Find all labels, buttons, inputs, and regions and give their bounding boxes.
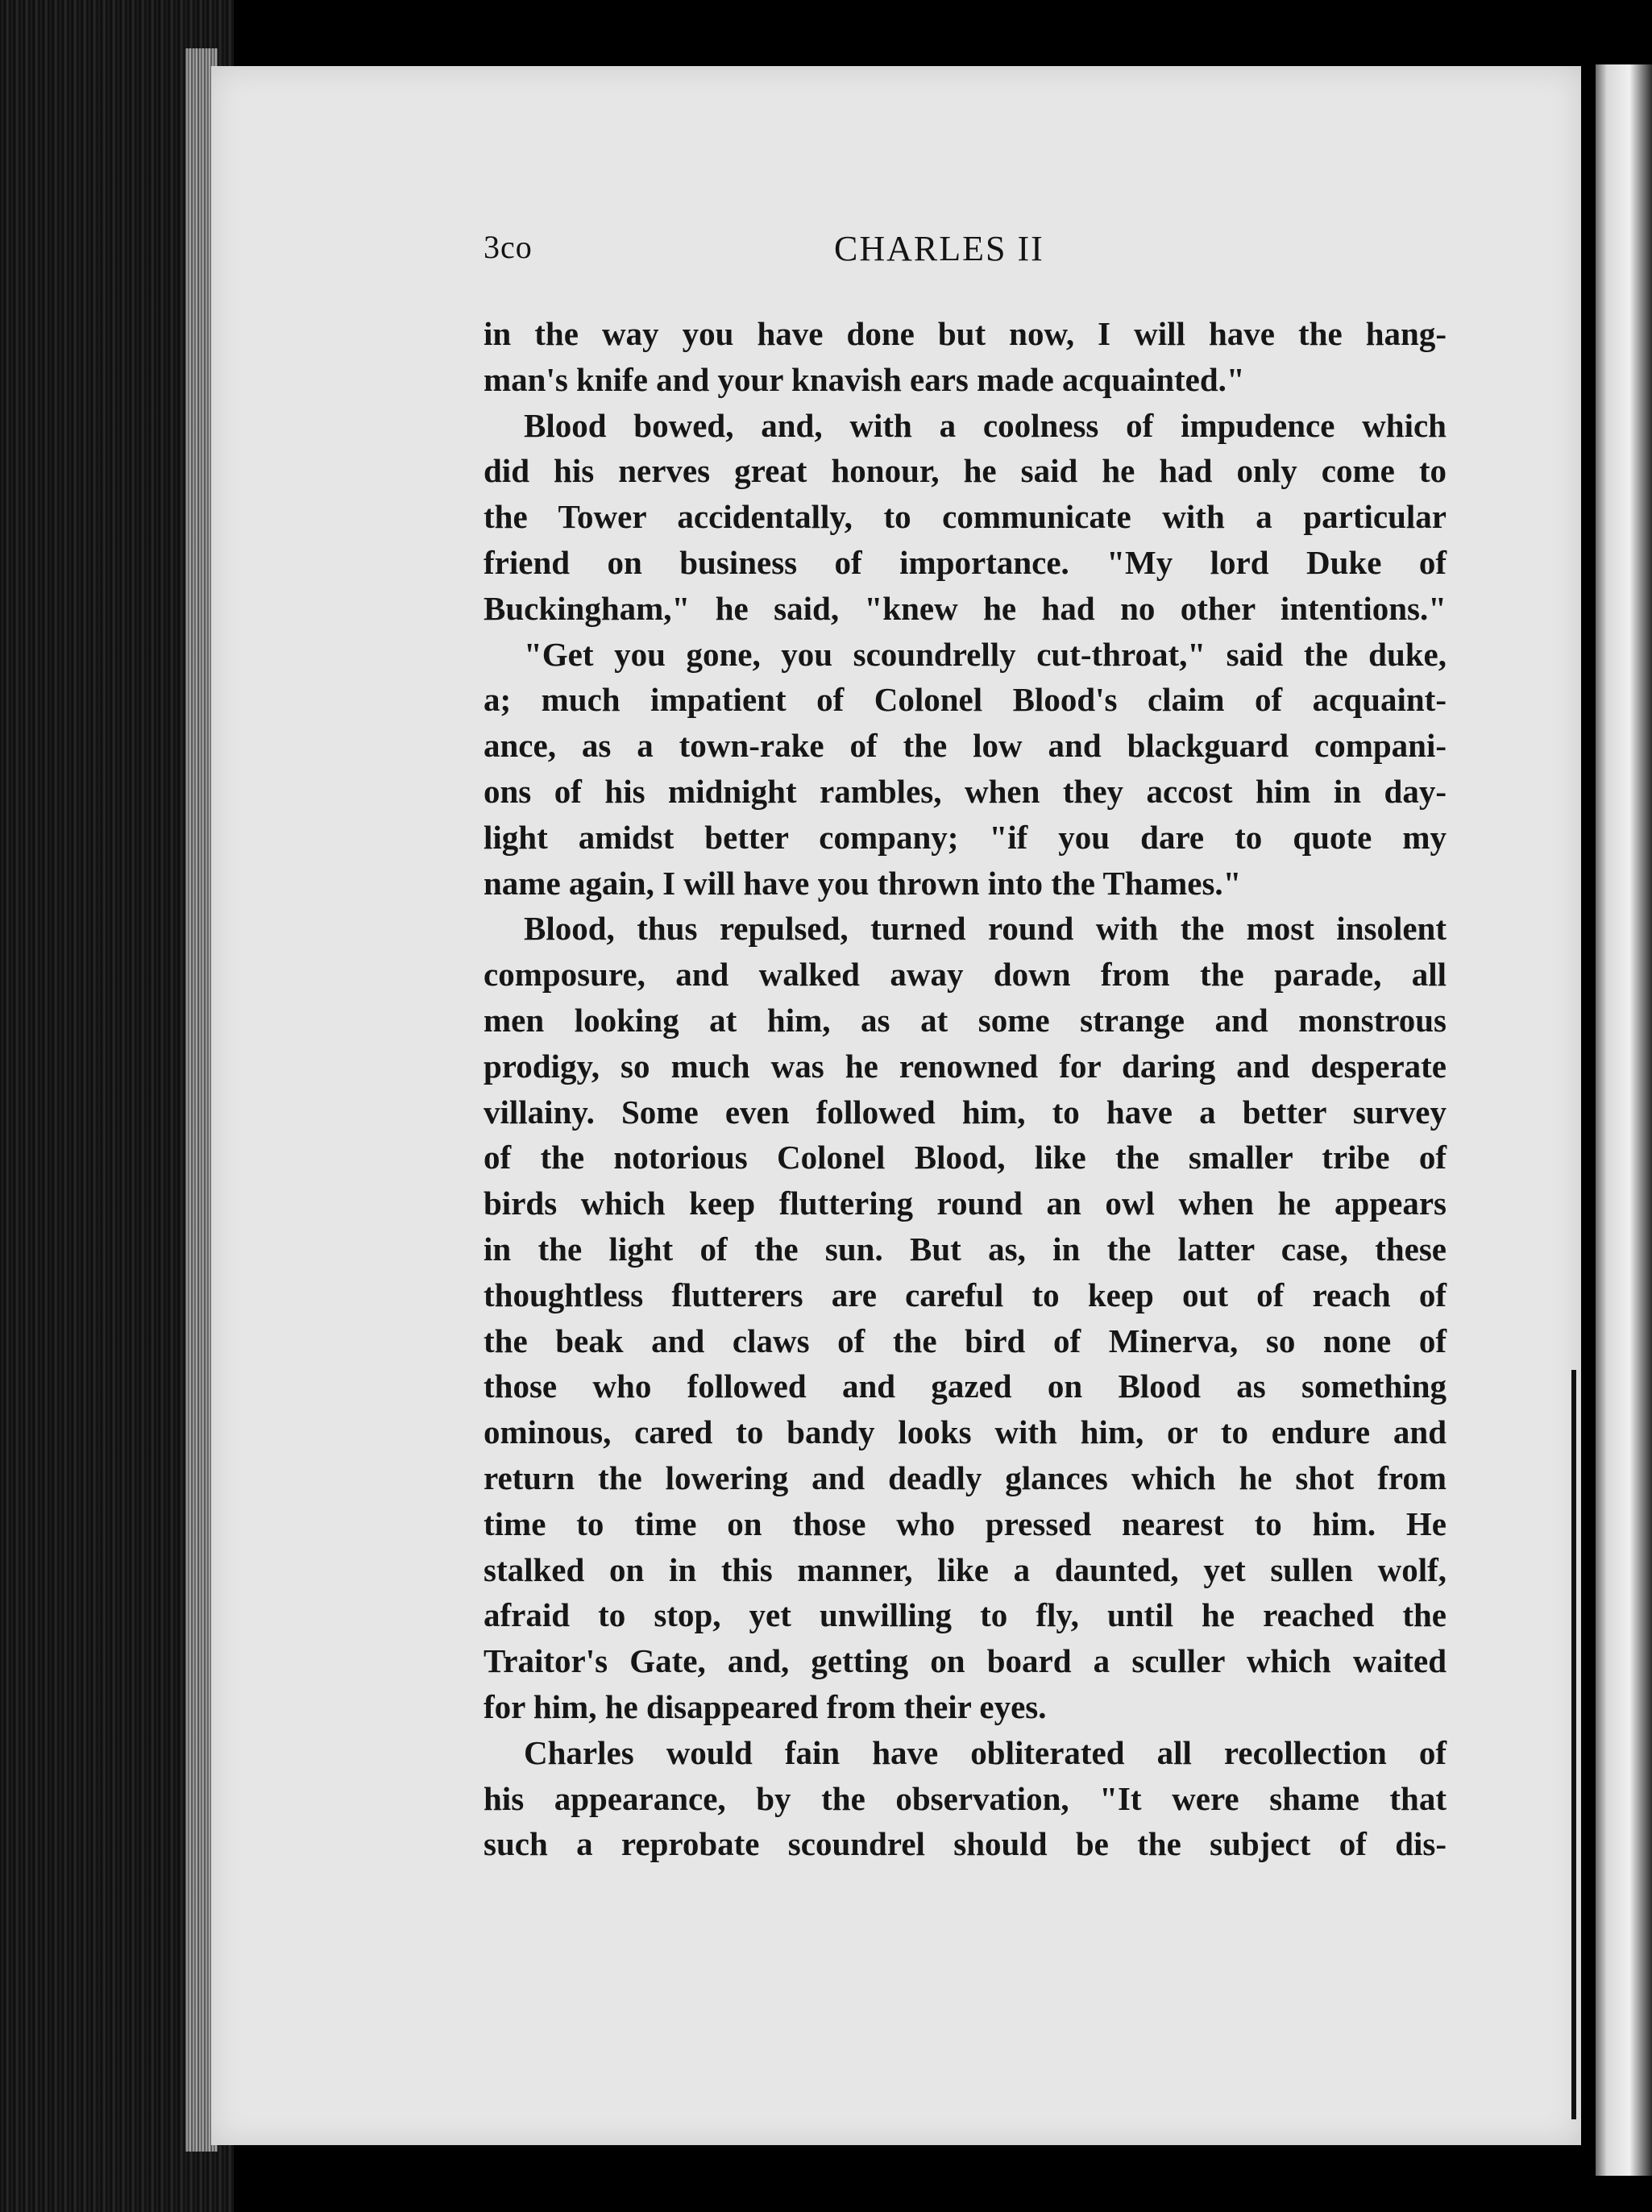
text-line: prodigy, so much was he renowned for daring and desperate xyxy=(484,1047,1447,1085)
text-line: the Tower accidentally, to communicate with a particular xyxy=(484,498,1447,536)
text-line: return the lowering and deadly glances which he shot from xyxy=(484,1459,1447,1496)
text-line: afraid to stop, yet unwilling to fly, until he reached the xyxy=(484,1596,1447,1634)
text-line: his appearance, by the observation, "It were shame that xyxy=(484,1779,1447,1817)
text-line: man's knife and your knavish ears made acquainted." xyxy=(484,360,1245,398)
text-line: birds which keep fluttering round an owl when he appears xyxy=(484,1185,1447,1222)
text-line: in the way you have done but now, I will have the hang- xyxy=(484,315,1447,352)
text-line: such a reprobate scoundrel should be the subject of dis- xyxy=(484,1825,1447,1863)
text-line: of the notorious Colonel Blood, like the smaller tribe of xyxy=(484,1139,1447,1177)
text-line: stalked on in this manner, like a daunted, yet sullen wolf, xyxy=(484,1550,1447,1588)
text-line: friend on business of importance. "My lord Duke of xyxy=(484,543,1447,581)
text-line: those who followed and gazed on Blood as something xyxy=(484,1367,1447,1405)
text-line: for him, he disappeared from their eyes. xyxy=(484,1687,1047,1725)
facing-page-edge xyxy=(1596,64,1652,2176)
text-line: ons of his midnight rambles, when they accost him in day- xyxy=(484,772,1447,810)
text-line: composure, and walked away down from the parade, all xyxy=(484,956,1447,994)
body-text xyxy=(484,311,1447,1867)
gutter-shadow xyxy=(1571,1370,1576,2119)
text-line: Traitor's Gate, and, getting on board a sculler which waited xyxy=(484,1642,1447,1680)
running-title: CHARLES II xyxy=(834,229,1044,268)
text-line: Blood, thus repulsed, turned round with the most insolent xyxy=(524,910,1447,948)
text-line: Charles would fain have obliterated all recollection of xyxy=(524,1733,1447,1771)
text-line: time to time on those who pressed nearest to him. He xyxy=(484,1504,1447,1542)
text-line: Buckingham," he said, "knew he had no other intentions." xyxy=(484,589,1447,627)
text-line: villainy. Some even followed him, to have a better survey xyxy=(484,1093,1447,1131)
text-line: ominous, cared to bandy looks with him, or to endure and xyxy=(484,1413,1447,1451)
text-line: did his nerves great honour, he said he had only come to xyxy=(484,452,1447,490)
page-number: 3co xyxy=(484,229,533,265)
text-line: thoughtless flutterers are careful to keep out of reach of xyxy=(484,1276,1447,1314)
text-line: "Get you gone, you scoundrelly cut-throat," said the duke, xyxy=(524,635,1447,673)
text-line: name again, I will have you thrown into the Thames." xyxy=(484,864,1242,902)
text-line: men looking at him, as at some strange and monstrous xyxy=(484,1001,1447,1039)
text-line: the beak and claws of the bird of Minerva, so none of xyxy=(484,1322,1447,1359)
running-head xyxy=(484,228,1451,276)
text-line: in the light of the sun. But as, in the latter case, these xyxy=(484,1230,1447,1268)
text-line: ance, as a town-rake of the low and blackguard compani- xyxy=(484,727,1447,765)
text-line: Blood bowed, and, with a coolness of impudence which xyxy=(524,406,1447,444)
text-line: a; much impatient of Colonel Blood's claim of acquaint- xyxy=(484,681,1447,719)
text-line: light amidst better company; "if you dare to quote my xyxy=(484,818,1447,856)
